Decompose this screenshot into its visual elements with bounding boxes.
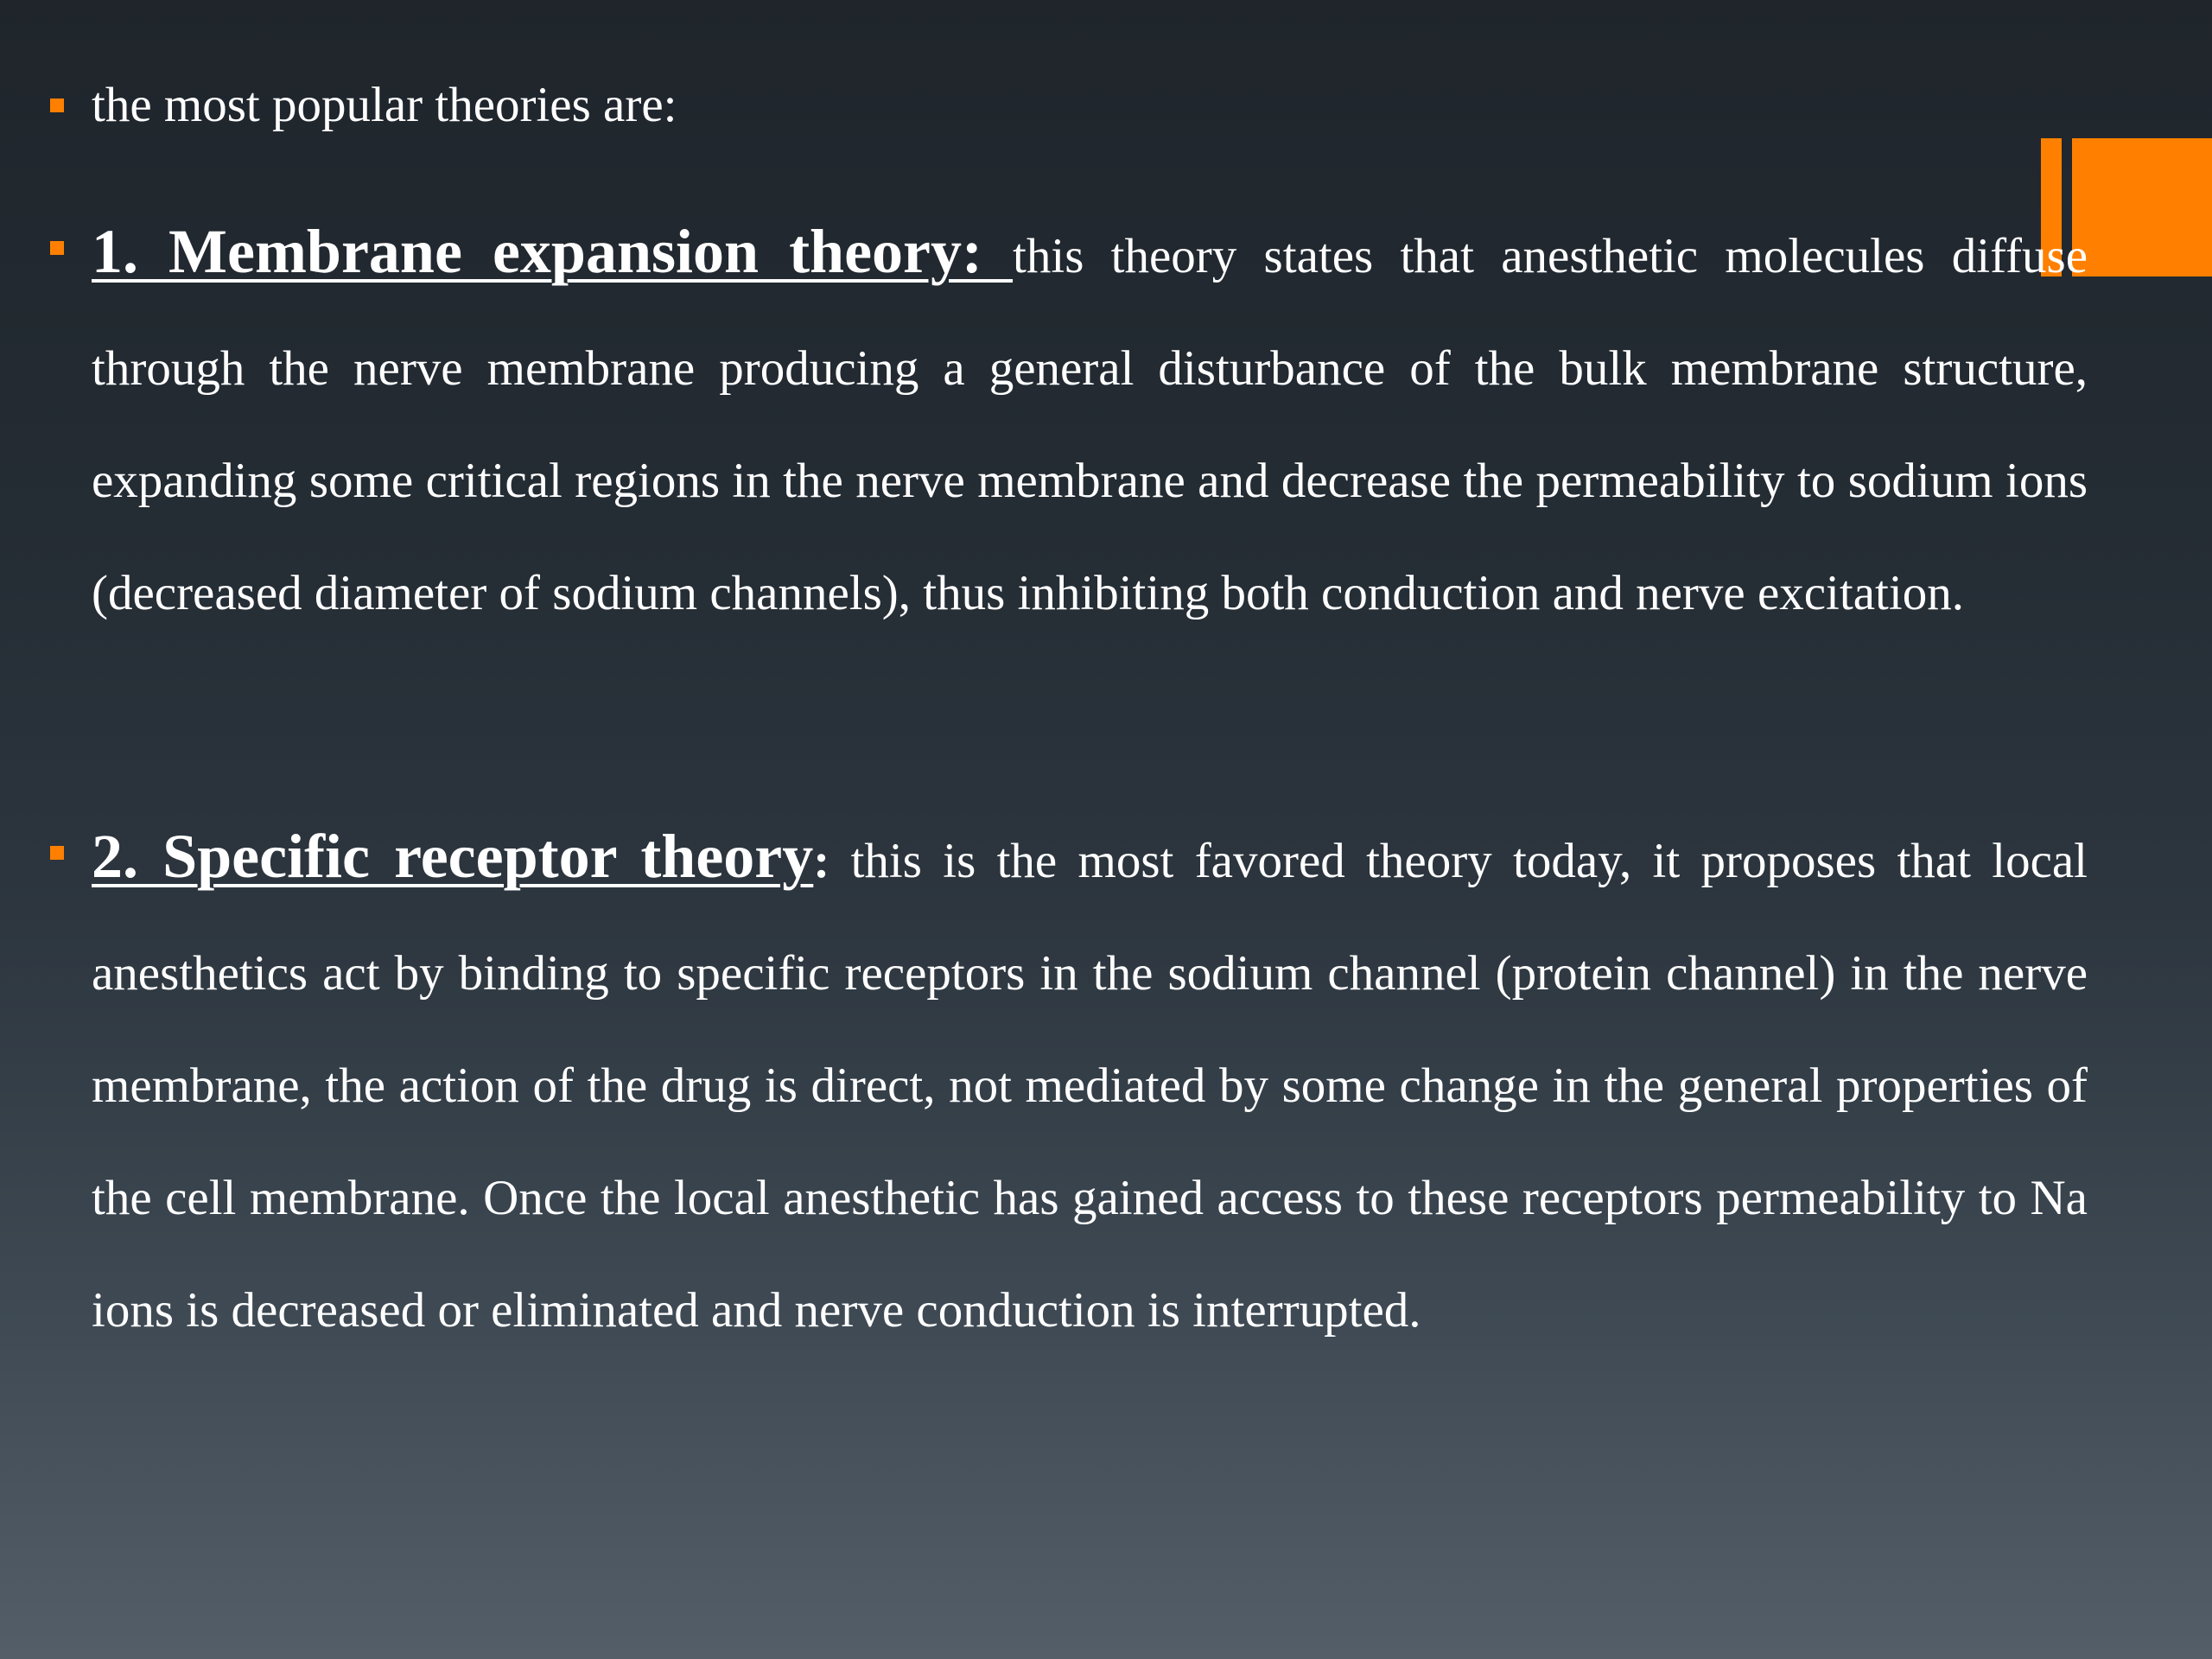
theory-body-specific-receptor: this is the most favored theory today, it proposes that local anesthetics act by binding to specific receptors in the sodium channel (protein channel) in the nerve membrane, the action of the drug is direct, not mediated by some change in the general properties of the cell membrane. Once the local anesthetic has gained access to these receptors permeability to Na ions is decreased or eliminated and nerve conduction is interrupted.: [92, 834, 2088, 1338]
theory-body-membrane-expansion: this theory states that anesthetic molecules diffuse through the nerve membrane producing a general disturbance of the bulk membrane structure, expanding some critical regions in the nerve membrane and decrease the permeability to sodium ions (decreased diameter of sodium channels), thus inhibiting both conduction and nerve excitation.: [92, 229, 2088, 620]
theory-heading-colon: :: [813, 834, 830, 888]
theory-heading-membrane-expansion: 1. Membrane expansion theory:: [92, 217, 1014, 286]
theory-heading-specific-receptor: 2. Specific receptor theory: [92, 822, 814, 891]
bullet-text-specific-receptor: [92, 800, 2088, 1367]
accent-block: [2072, 138, 2212, 276]
bullet-marker: [50, 846, 64, 860]
bullet-marker: [50, 241, 64, 255]
bullet-marker: [50, 99, 64, 112]
bullet-text-membrane-expansion: [92, 195, 2088, 650]
bullet-text-intro: the most popular theories are:: [92, 78, 677, 132]
